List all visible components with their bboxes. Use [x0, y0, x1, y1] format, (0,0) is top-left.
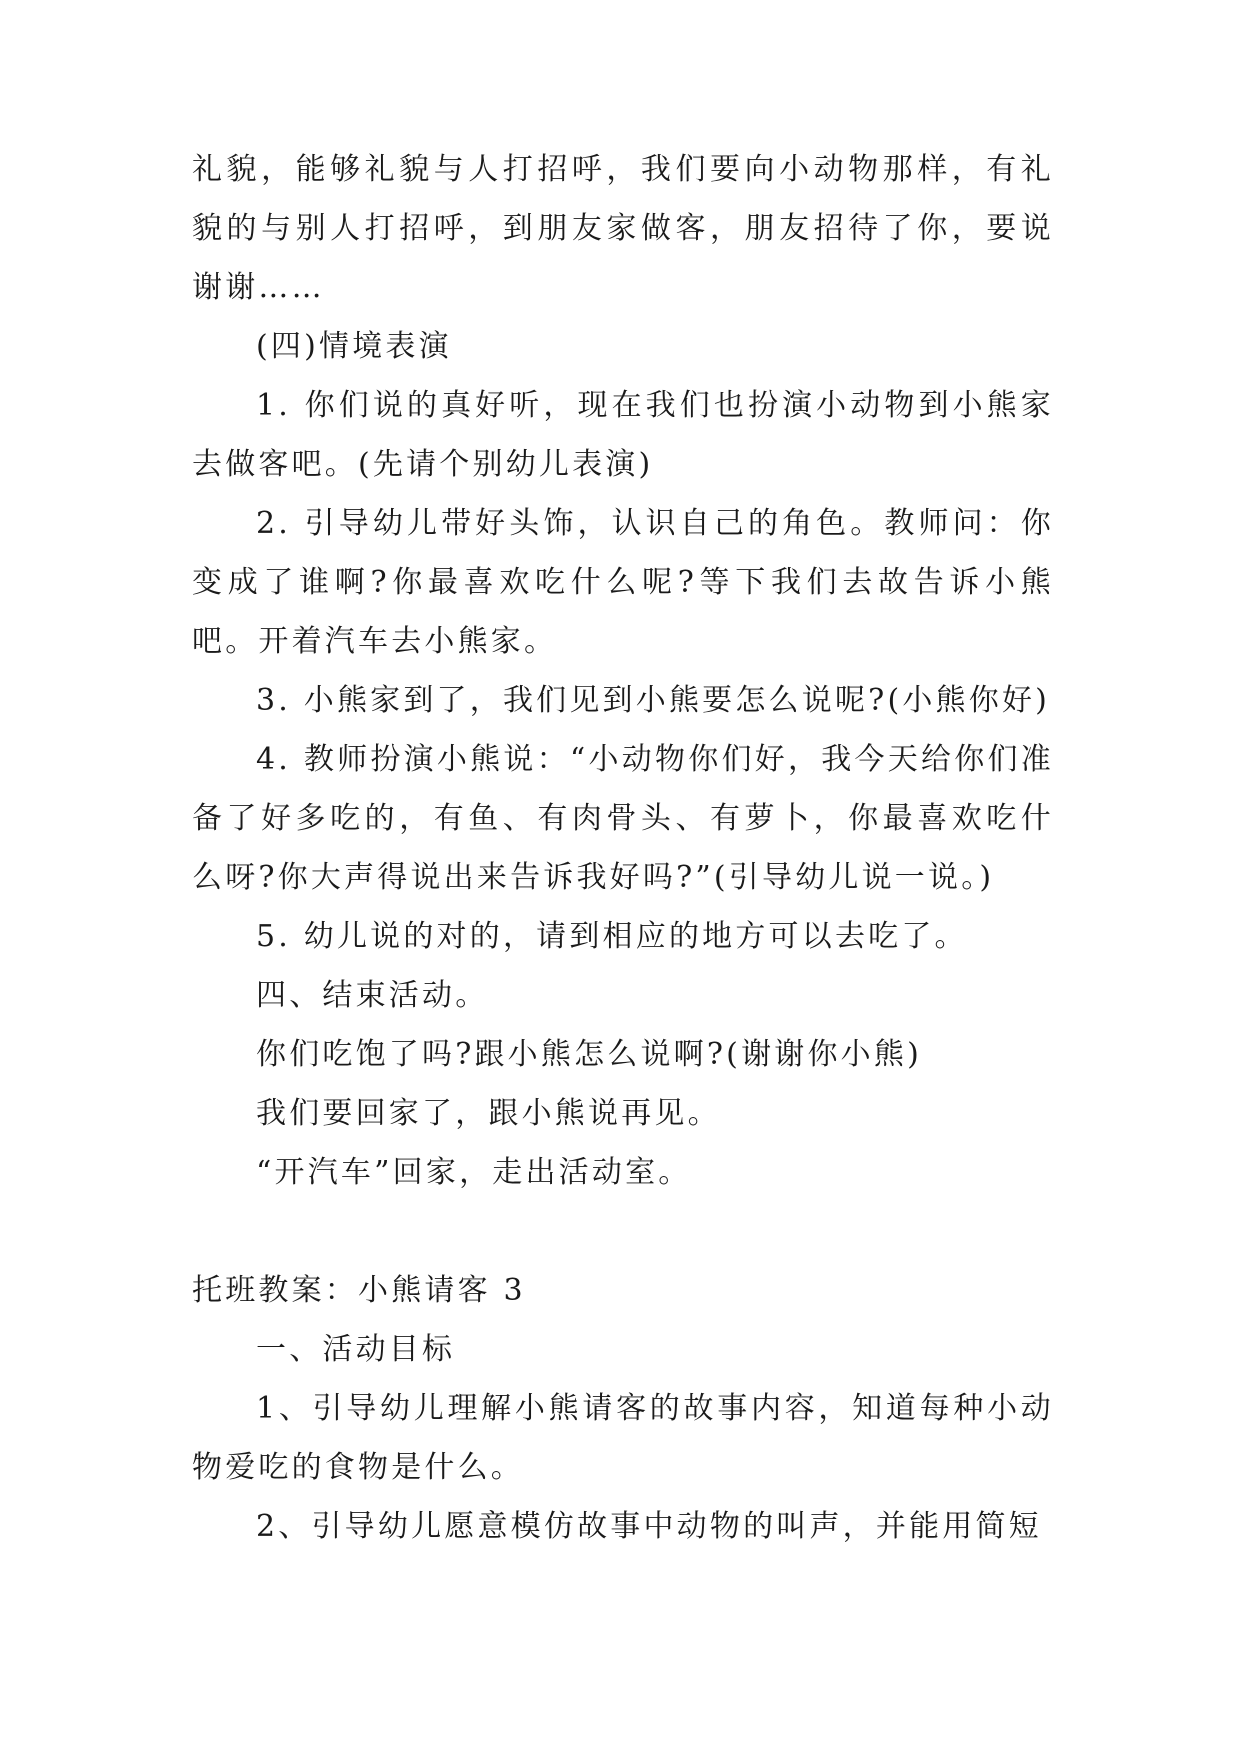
- paragraph-item-2: 2. 引导幼儿带好头饰，认识自己的角色。教师问：你变成了谁啊?你最喜欢吃什么呢?等下我们去故告诉小熊吧。开着汽车去小熊家。: [192, 506, 1054, 659]
- paragraph-goal-2: 2、引导幼儿愿意模仿故事中动物的叫声，并能用简短: [256, 1509, 1042, 1544]
- paragraph-item-3: 3. 小熊家到了，我们见到小熊要怎么说呢?(小熊你好): [256, 683, 1051, 718]
- paragraph-goal-1: 1、引导幼儿理解小熊请客的故事内容，知道每种小动物爱吃的食物是什么。: [192, 1391, 1054, 1485]
- subheading-situational-performance: (四)情境表演: [256, 329, 452, 364]
- paragraph-end-1: 你们吃饱了吗?跟小熊怎么说啊?(谢谢你小熊): [256, 1037, 922, 1072]
- subheading-end-activity: 四、结束活动。: [256, 978, 489, 1013]
- section-title: 托班教案：小熊请客 3: [192, 1273, 526, 1308]
- document-page: [192, 140, 1054, 1556]
- paragraph-item-4: 4. 教师扮演小熊说：“小动物你们好，我今天给你们准备了好多吃的，有鱼、有肉骨头、有萝卜，你最喜欢吃什么呀?你大声得说出来告诉我好吗?”(引导幼儿说一说。): [192, 742, 1054, 895]
- paragraph-item-1: 1. 你们说的真好听，现在我们也扮演小动物到小熊家去做客吧。(先请个别幼儿表演): [192, 388, 1054, 482]
- paragraph-item-5: 5. 幼儿说的对的，请到相应的地方可以去吃了。: [256, 919, 968, 954]
- paragraph-end-2: 我们要回家了，跟小熊说再见。: [256, 1096, 721, 1131]
- paragraph-continued: 礼貌，能够礼貌与人打招呼，我们要向小动物那样，有礼貌的与别人打招呼，到朋友家做客，朋友招待了你，要说谢谢……: [192, 152, 1054, 305]
- subheading-activity-goals: 一、活动目标: [256, 1332, 456, 1367]
- paragraph-end-3: “开汽车”回家，走出活动室。: [256, 1155, 692, 1190]
